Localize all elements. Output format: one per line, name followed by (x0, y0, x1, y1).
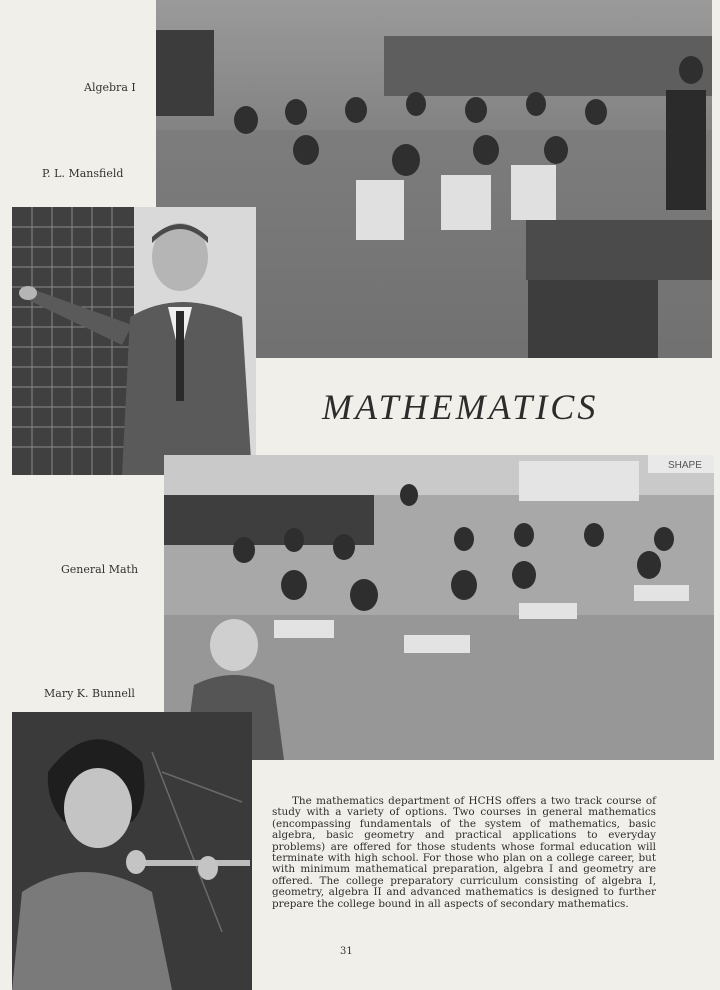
teacher-caption-bunnell: Mary K. Bunnell (44, 687, 135, 700)
page-title: MATHEMATICS (322, 387, 599, 427)
teacher-portrait-bunnell (12, 712, 252, 990)
page-number: 31 (340, 946, 353, 957)
course-caption-general-math: General Math (61, 563, 139, 576)
department-description: The mathematics department of HCHS offers a two track course of study with a variety of options. Two courses in general mathematics (encompassing fundamentals of the system of mathematics, basic algebra, basic geometry and practical applications to everyday problems) are offered for those students whose formal education will terminate with high school. For those who plan on a college career, but with minimum mathematical preparation, algebra I and geometry are offered. The college preparatory curriculum consisting of algebra I, geometry, algebra II and advanced mathematics is designed to further prepare the college bound in all aspects of secondary mathematics. (272, 795, 656, 910)
teacher-caption-mansfield: P. L. Mansfield (42, 167, 124, 180)
wall-sign-text: SHAPE (668, 460, 702, 471)
teacher-portrait-mansfield (12, 207, 256, 475)
course-caption-algebra: Algebra I (84, 81, 136, 94)
